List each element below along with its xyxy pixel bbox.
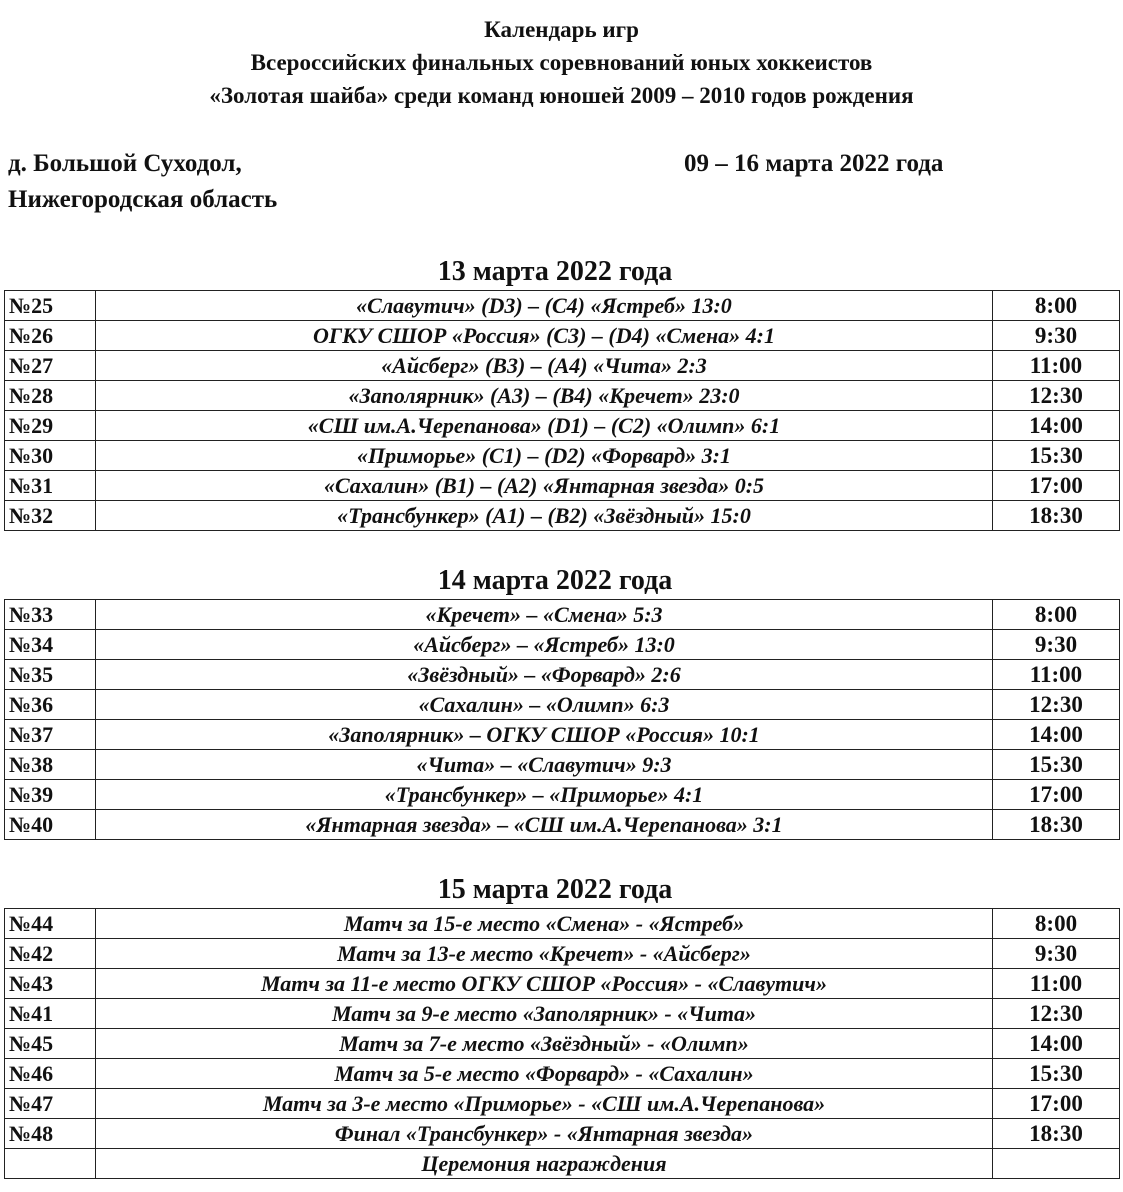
match-description: ОГКУ СШОР «Россия» (C3) – (D4) «Смена» 4:1	[96, 321, 993, 351]
game-number: №43	[5, 969, 96, 999]
game-number: №44	[5, 909, 96, 939]
table-row	[5, 291, 1120, 321]
match-description: «Заполярник» – ОГКУ СШОР «Россия» 10:1	[96, 720, 993, 750]
table-row	[5, 909, 1120, 939]
table-row	[5, 600, 1120, 630]
match-description: «Славутич» (D3) – (C4) «Ястреб» 13:0	[96, 291, 993, 321]
table-row	[5, 660, 1120, 690]
venue-line-2: Нижегородская область	[8, 186, 278, 213]
game-number: №39	[5, 780, 96, 810]
game-time: 8:00	[993, 600, 1120, 630]
game-time: 15:30	[993, 750, 1120, 780]
match-description: «Айсберг» – «Ястреб» 13:0	[96, 630, 993, 660]
game-number: №26	[5, 321, 96, 351]
table-row	[5, 690, 1120, 720]
game-time: 18:30	[993, 1119, 1120, 1149]
match-description: Матч за 3-е место «Приморье» - «СШ им.А.Черепанова»	[96, 1089, 993, 1119]
game-time: 15:30	[993, 1059, 1120, 1089]
match-description: «Чита» – «Славутич» 9:3	[96, 750, 993, 780]
game-number: №32	[5, 501, 96, 531]
game-number: №46	[5, 1059, 96, 1089]
game-time: 18:30	[993, 810, 1120, 840]
venue-line-1: д. Большой Суходол,	[8, 150, 242, 177]
table-row	[5, 441, 1120, 471]
match-description: Матч за 9-е место «Заполярник» - «Чита»	[96, 999, 993, 1029]
table-row	[5, 630, 1120, 660]
title-line-3: «Золотая шайба» среди команд юношей 2009 – 2010 годов рождения	[209, 83, 914, 108]
table-row	[5, 999, 1120, 1029]
game-time: 9:30	[993, 630, 1120, 660]
match-description: Матч за 13-е место «Кречет» - «Айсберг»	[96, 939, 993, 969]
match-description: «Айсберг» (B3) – (A4) «Чита» 2:3	[96, 351, 993, 381]
game-time: 11:00	[993, 660, 1120, 690]
game-number	[5, 1149, 96, 1179]
schedule-table-15	[4, 908, 1120, 1179]
table-row	[5, 750, 1120, 780]
schedule-body	[5, 600, 1120, 840]
schedule-table-14	[4, 599, 1120, 840]
game-number: №35	[5, 660, 96, 690]
event-dates: 09 – 16 марта 2022 года	[684, 150, 944, 177]
game-time: 14:00	[993, 411, 1120, 441]
match-description: «СШ им.А.Черепанова» (D1) – (C2) «Олимп» 6:1	[96, 411, 993, 441]
game-number: №30	[5, 441, 96, 471]
game-number: №48	[5, 1119, 96, 1149]
table-row	[5, 1059, 1120, 1089]
match-description: «Звёздный» – «Форвард» 2:6	[96, 660, 993, 690]
game-number: №29	[5, 411, 96, 441]
game-time: 8:00	[993, 909, 1120, 939]
game-time: 12:30	[993, 999, 1120, 1029]
game-time	[993, 1149, 1120, 1179]
game-number: №28	[5, 381, 96, 411]
game-time: 9:30	[993, 939, 1120, 969]
game-number: №40	[5, 810, 96, 840]
match-description: «Сахалин» – «Олимп» 6:3	[96, 690, 993, 720]
game-time: 17:00	[993, 780, 1120, 810]
game-number: №33	[5, 600, 96, 630]
game-number: №25	[5, 291, 96, 321]
game-time: 17:00	[993, 1089, 1120, 1119]
title-line-1: Календарь игр	[484, 17, 639, 42]
match-description: «Кречет» – «Смена» 5:3	[96, 600, 993, 630]
match-description: «Заполярник» (A3) – (B4) «Кречет» 23:0	[96, 381, 993, 411]
game-time: 14:00	[993, 1029, 1120, 1059]
table-row	[5, 1089, 1120, 1119]
game-number: №41	[5, 999, 96, 1029]
table-row	[5, 471, 1120, 501]
table-row	[5, 1149, 1120, 1179]
game-time: 11:00	[993, 969, 1120, 999]
game-time: 8:00	[993, 291, 1120, 321]
match-description: Матч за 11-е место ОГКУ СШОР «Россия» - «Славутич»	[96, 969, 993, 999]
table-row	[5, 780, 1120, 810]
game-number: №42	[5, 939, 96, 969]
table-row	[5, 381, 1120, 411]
game-number: №38	[5, 750, 96, 780]
game-time: 11:00	[993, 351, 1120, 381]
day-heading-14: 14 марта 2022 года	[437, 565, 673, 596]
match-description: Матч за 7-е место «Звёздный» - «Олимп»	[96, 1029, 993, 1059]
table-row	[5, 501, 1120, 531]
game-time: 9:30	[993, 321, 1120, 351]
match-description: Матч за 5-е место «Форвард» - «Сахалин»	[96, 1059, 993, 1089]
match-description: Финал «Трансбункер» - «Янтарная звезда»	[96, 1119, 993, 1149]
table-row	[5, 321, 1120, 351]
game-time: 14:00	[993, 720, 1120, 750]
game-time: 12:30	[993, 381, 1120, 411]
table-row	[5, 969, 1120, 999]
match-description: «Приморье» (C1) – (D2) «Форвард» 3:1	[96, 441, 993, 471]
game-time: 18:30	[993, 501, 1120, 531]
game-number: №36	[5, 690, 96, 720]
game-number: №47	[5, 1089, 96, 1119]
day-heading-15: 15 марта 2022 года	[437, 874, 673, 905]
title-line-2: Всероссийских финальных соревнований юных хоккеистов	[250, 50, 873, 75]
table-row	[5, 351, 1120, 381]
match-description: «Трансбункер» – «Приморье» 4:1	[96, 780, 993, 810]
match-description: «Трансбункер» (A1) – (B2) «Звёздный» 15:0	[96, 501, 993, 531]
game-time: 17:00	[993, 471, 1120, 501]
schedule-body	[5, 291, 1120, 531]
game-number: №37	[5, 720, 96, 750]
table-row	[5, 939, 1120, 969]
match-description: Матч за 15-е место «Смена» - «Ястреб»	[96, 909, 993, 939]
table-row	[5, 1029, 1120, 1059]
game-number: №34	[5, 630, 96, 660]
table-row	[5, 810, 1120, 840]
schedule-body	[5, 909, 1120, 1179]
game-number: №31	[5, 471, 96, 501]
table-row	[5, 411, 1120, 441]
match-description: Церемония награждения	[96, 1149, 993, 1179]
game-time: 12:30	[993, 690, 1120, 720]
table-row	[5, 720, 1120, 750]
match-description: «Янтарная звезда» – «СШ им.А.Черепанова» 3:1	[96, 810, 993, 840]
schedule-table-13	[4, 290, 1120, 531]
game-number: №27	[5, 351, 96, 381]
day-heading-13: 13 марта 2022 года	[437, 256, 673, 287]
game-time: 15:30	[993, 441, 1120, 471]
match-description: «Сахалин» (B1) – (A2) «Янтарная звезда» 0:5	[96, 471, 993, 501]
table-row	[5, 1119, 1120, 1149]
game-number: №45	[5, 1029, 96, 1059]
